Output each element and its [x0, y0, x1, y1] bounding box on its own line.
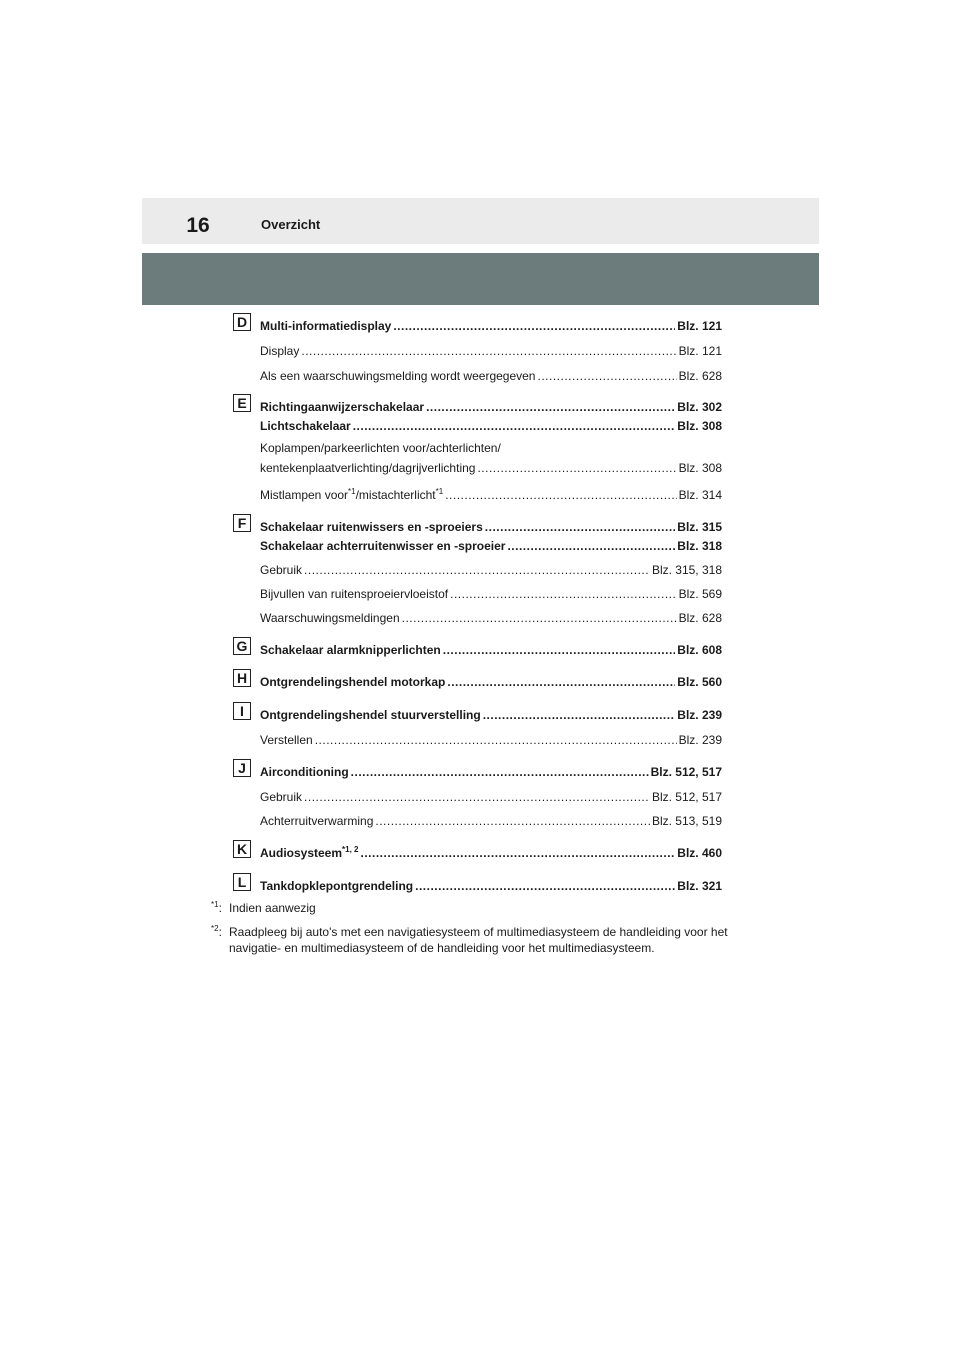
- leader-dots: [507, 538, 675, 554]
- leader-dots: [447, 674, 675, 690]
- footnote: [211, 924, 751, 956]
- footnote-ref: *1: [348, 487, 356, 496]
- entry-label: Gebruik: [260, 563, 303, 577]
- index-entry: [260, 843, 722, 861]
- entry-label: Lichtschakelaar: [260, 419, 351, 433]
- leader-dots: [301, 343, 676, 359]
- index-entry: [260, 316, 722, 334]
- footnote-text: Indien aanwezig: [229, 901, 316, 915]
- marker-h: H: [233, 669, 251, 687]
- entry-label: Bijvullen van ruitensproeiervloeistof: [260, 587, 449, 601]
- index-entry: [260, 811, 722, 829]
- leader-dots: [304, 562, 650, 578]
- marker-k: K: [233, 840, 251, 858]
- marker-g: G: [233, 637, 251, 655]
- marker-l: L: [233, 873, 251, 891]
- entry-label: kentekenplaatverlichting/dagrijverlichting: [260, 461, 476, 475]
- leader-dots: [393, 318, 675, 334]
- leader-dots: [450, 586, 677, 602]
- leader-dots: [375, 813, 650, 829]
- entry-label: Airconditioning: [260, 765, 349, 779]
- index-entry: [260, 730, 722, 748]
- index-entry: [260, 672, 722, 690]
- index-entry: [260, 608, 722, 626]
- leader-dots: [361, 845, 676, 861]
- index-entry: [260, 397, 722, 415]
- entry-label-part: Mistlampen voor: [260, 488, 349, 502]
- footnote-text: Raadpleeg bij auto's met een navigatiesysteem of multimediasysteem de handleiding voor het navigatie- en multimediasysteem of de handleiding voor het multimediasysteem.: [229, 925, 728, 955]
- leader-dots: [445, 487, 676, 503]
- footnote: [211, 900, 751, 916]
- index-entry: [260, 762, 722, 780]
- footnote-ref: *1: [435, 487, 444, 496]
- footnote-mark-sup: *1: [211, 900, 219, 909]
- leader-dots: [304, 789, 650, 805]
- entry-label: [260, 487, 443, 503]
- index-entry: [260, 416, 722, 434]
- entry-label: [260, 845, 359, 861]
- entry-page: Blz. 321: [677, 879, 722, 893]
- entry-page: Blz. 308: [677, 419, 722, 433]
- index-entry: [260, 536, 722, 554]
- entry-label-part: /mistachterlicht: [355, 488, 436, 502]
- index-entry: [260, 705, 722, 723]
- leader-dots: [483, 707, 676, 723]
- entry-label: Schakelaar achterruitenwisser en -sproeier: [260, 539, 506, 553]
- entry-page: Blz. 239: [678, 733, 722, 747]
- entry-label: Verstellen: [260, 733, 313, 747]
- index-entry: [260, 366, 722, 384]
- entry-page: Blz. 302: [677, 400, 722, 414]
- entry-page: Blz. 315: [677, 520, 722, 534]
- entry-label: Multi-informatiedisplay: [260, 319, 392, 333]
- entry-page: Blz. 121: [678, 344, 722, 358]
- index-entry: [260, 341, 722, 359]
- entry-label: Display: [260, 344, 300, 358]
- entry-page: Blz. 513, 519: [651, 814, 722, 828]
- footnote-mark: $^{*2}$:: [211, 924, 222, 939]
- entry-page: Blz. 512, 517: [650, 765, 722, 779]
- index-entry: [260, 560, 722, 578]
- index-entry: [260, 517, 722, 535]
- entry-label: Gebruik: [260, 790, 303, 804]
- index-entry: [260, 787, 722, 805]
- index-entry: [260, 640, 722, 658]
- entry-label: Schakelaar alarmknipperlichten: [260, 643, 441, 657]
- entry-label: Achterruitverwarming: [260, 814, 374, 828]
- marker-f: F: [233, 514, 251, 532]
- marker-e: E: [233, 394, 251, 412]
- leader-dots: [426, 399, 675, 415]
- entry-page: Blz. 308: [678, 461, 722, 475]
- entry-label: Richtingaanwijzerschakelaar: [260, 400, 425, 414]
- leader-dots: [477, 460, 676, 476]
- entry-page: Blz. 121: [677, 319, 722, 333]
- marker-i: I: [233, 702, 251, 720]
- leader-dots: [415, 878, 675, 894]
- entry-label-line: Koplampen/parkeerlichten voor/achterlichten/: [260, 441, 501, 455]
- entry-label: Ontgrendelingshendel motorkap: [260, 675, 446, 689]
- entry-label-part: Audiosysteem: [260, 846, 343, 860]
- entry-page: Blz. 628: [678, 369, 722, 383]
- section-title: Overzicht: [261, 217, 321, 232]
- entry-page: Blz. 318: [677, 539, 722, 553]
- entry-label: Ontgrendelingshendel stuurverstelling: [260, 708, 481, 722]
- entry-label: Als een waarschuwingsmelding wordt weergegeven: [260, 369, 536, 383]
- page-number: 16: [186, 214, 210, 237]
- leader-dots: [351, 764, 649, 780]
- entry-label: Tankdopklepontgrendeling: [260, 879, 414, 893]
- footnote-mark: $^{*1}$:: [211, 900, 222, 915]
- index-entry: [260, 458, 722, 476]
- index-entry: [260, 485, 722, 503]
- entry-page: Blz. 315, 318: [651, 563, 722, 577]
- leader-dots: [315, 732, 677, 748]
- leader-dots: [402, 610, 677, 626]
- leader-dots: [443, 642, 676, 658]
- index-entry: [260, 584, 722, 602]
- entry-page: Blz. 314: [678, 488, 722, 502]
- entry-label: Schakelaar ruitenwissers en -sproeiers: [260, 520, 483, 534]
- leader-dots: [485, 519, 676, 535]
- leader-dots: [537, 368, 676, 384]
- footnote-mark-sup: *2: [211, 924, 219, 933]
- index-entry: [260, 876, 722, 894]
- entry-page: Blz. 608: [677, 643, 722, 657]
- entry-page: Blz. 239: [677, 708, 722, 722]
- entry-label: Waarschuwingsmeldingen: [260, 611, 400, 625]
- leader-dots: [353, 418, 676, 434]
- entry-page: Blz. 560: [677, 675, 722, 689]
- entry-page: Blz. 460: [677, 846, 722, 860]
- entry-page: Blz. 569: [678, 587, 722, 601]
- marker-j: J: [233, 759, 251, 777]
- entry-page: Blz. 512, 517: [651, 790, 722, 804]
- entry-page: Blz. 628: [678, 611, 722, 625]
- footnote-ref: *1, 2: [342, 845, 359, 854]
- marker-d: D: [233, 313, 251, 331]
